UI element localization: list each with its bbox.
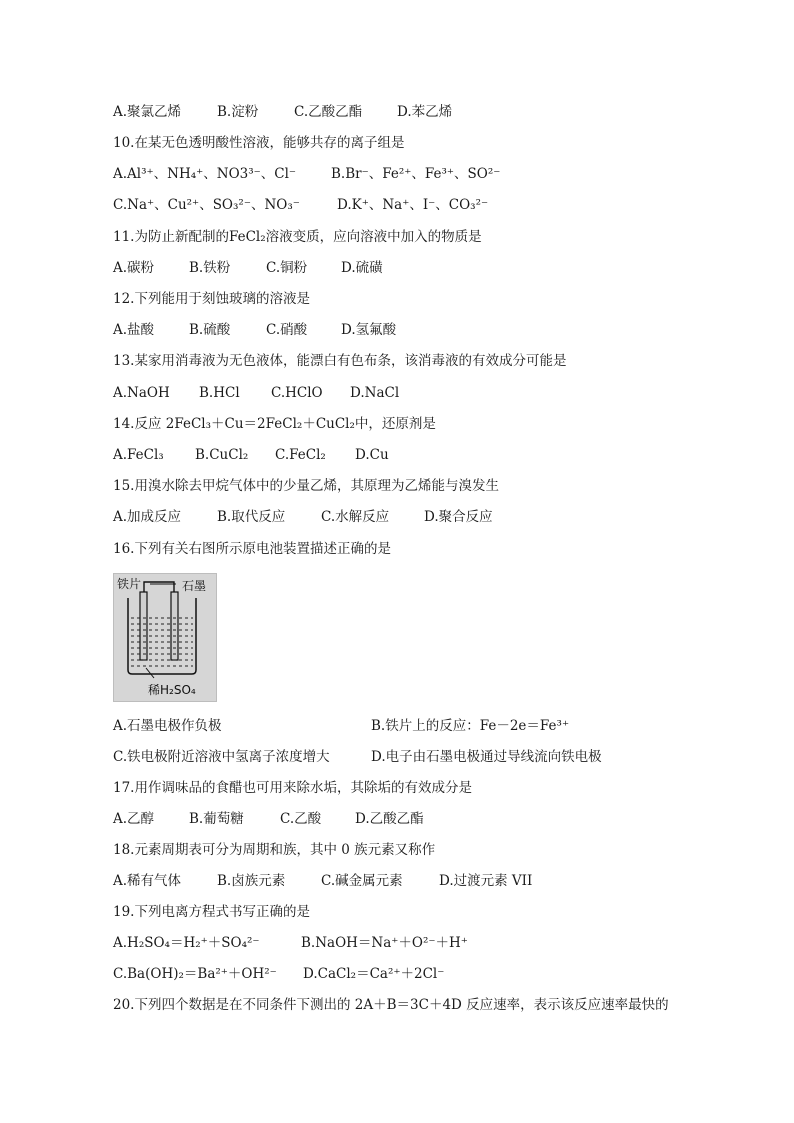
q11-stem: 11.为防止新配制的FeCl₂溶液变质，应向溶液中加入的物质是 — [113, 229, 482, 245]
q12-option-a: A.盐酸 — [113, 322, 155, 338]
q14-option-c: C.FeCl₂ — [275, 447, 326, 463]
q14-option-b: B.CuCl₂ — [195, 447, 249, 463]
q14-stem: 14.反应 2FeCl₃＋Cu＝2FeCl₂＋CuCl₂中，还原剂是 — [113, 416, 436, 432]
q9-option-b: B.淀粉 — [217, 104, 259, 120]
q11-option-a: A.碳粉 — [113, 260, 155, 276]
graphite-electrode — [171, 592, 178, 660]
q16-option-c: C.铁电极附近溶液中氢离子浓度增大 — [113, 749, 330, 765]
q9-option-c: C.乙酸乙酯 — [294, 104, 363, 120]
q11-option-b: B.铁粉 — [189, 260, 231, 276]
q19-option-b: B.NaOH＝Na⁺＋O²⁻＋H⁺ — [301, 935, 468, 951]
q11-option-c: C.铜粉 — [266, 260, 308, 276]
q16-option-b: B.铁片上的反应：Fe－2e＝Fe³⁺ — [371, 718, 570, 734]
pointer-line — [146, 668, 154, 678]
galvanic-cell-figure — [113, 573, 217, 702]
q15-option-a: A.加成反应 — [113, 509, 182, 525]
q18-option-b: B.卤族元素 — [217, 873, 286, 889]
q12-option-b: B.硫酸 — [189, 322, 231, 338]
q19-option-a: A.H₂SO₄＝H₂⁺＋SO₄²⁻ — [113, 935, 260, 951]
q14-option-a: A.FeCl₃ — [113, 447, 164, 463]
q10-option-b: B.Br⁻、Fe²⁺、Fe³⁺、SO²⁻ — [331, 166, 501, 182]
q9-option-d: D.苯乙烯 — [397, 104, 453, 120]
q18-option-c: C.碱金属元素 — [321, 873, 403, 889]
q16-option-a: A.石墨电极作负极 — [113, 718, 222, 734]
q17-option-c: C.乙酸 — [280, 811, 322, 827]
q15-option-c: C.水解反应 — [321, 509, 390, 525]
q12-option-d: D.氢氟酸 — [341, 322, 397, 338]
q18-stem: 18.元素周期表可分为周期和族，其中 0 族元素又称作 — [113, 842, 436, 858]
q13-option-d: D.NaCl — [350, 385, 400, 401]
iron-label: 铁片 — [117, 577, 142, 591]
q9-option-a: A.聚氯乙烯 — [113, 104, 182, 120]
q16-option-d: D.电子由石墨电极通过导线流向铁电极 — [371, 749, 602, 765]
q19-stem: 19.下列电离方程式书写正确的是 — [113, 904, 310, 920]
q20-stem: 20.下列四个数据是在不同条件下测出的 2A＋B＝3C＋4D 反应速率，表示该反应速率最快的 — [113, 997, 669, 1013]
q12-option-c: C.硝酸 — [266, 322, 308, 338]
acid-label: 稀H₂SO₄ — [148, 683, 196, 697]
q10-option-a: A.Al³⁺、NH₄⁺、NO3³⁻、Cl⁻ — [113, 166, 297, 182]
q14-option-d: D.Cu — [355, 447, 389, 463]
q18-option-d: D.过渡元素 VII — [439, 873, 533, 889]
galvanic-cell-diagram — [114, 574, 216, 701]
q15-stem: 15.用溴水除去甲烷气体中的少量乙烯，其原理为乙烯能与溴发生 — [113, 478, 499, 494]
q12-stem: 12.下列能用于刻蚀玻璃的溶液是 — [113, 291, 310, 307]
q16-stem: 16.下列有关右图所示原电池装置描述正确的是 — [113, 541, 391, 557]
graphite-label: 石墨 — [182, 579, 207, 593]
q15-option-d: D.聚合反应 — [424, 509, 493, 525]
q10-stem: 10.在某无色透明酸性溶液，能够共存的离子组是 — [113, 135, 405, 151]
q15-option-b: B.取代反应 — [217, 509, 286, 525]
q17-option-a: A.乙醇 — [113, 811, 155, 827]
q10-option-c: C.Na⁺、Cu²⁺、SO₃²⁻、NO₃⁻ — [113, 197, 300, 213]
q13-option-c: C.HClO — [271, 385, 323, 401]
q19-option-d: D.CaCl₂＝Ca²⁺＋2Cl⁻ — [303, 966, 445, 982]
q17-option-b: B.葡萄糖 — [189, 811, 244, 827]
q17-stem: 17.用作调味品的食醋也可用来除水垢，其除垢的有效成分是 — [113, 780, 472, 796]
q13-option-a: A.NaOH — [113, 385, 170, 401]
q19-option-c: C.Ba(OH)₂＝Ba²⁺＋OH²⁻ — [113, 966, 277, 982]
q13-stem: 13.某家用消毒液为无色液体，能漂白有色布条，该消毒液的有效成分可能是 — [113, 353, 567, 369]
q11-option-d: D.硫磺 — [341, 260, 383, 276]
q10-option-d: D.K⁺、Na⁺、I⁻、CO₃²⁻ — [337, 197, 489, 213]
q17-option-d: D.乙酸乙酯 — [355, 811, 424, 827]
iron-electrode — [140, 592, 147, 660]
q18-option-a: A.稀有气体 — [113, 873, 182, 889]
q13-option-b: B.HCl — [199, 385, 240, 401]
